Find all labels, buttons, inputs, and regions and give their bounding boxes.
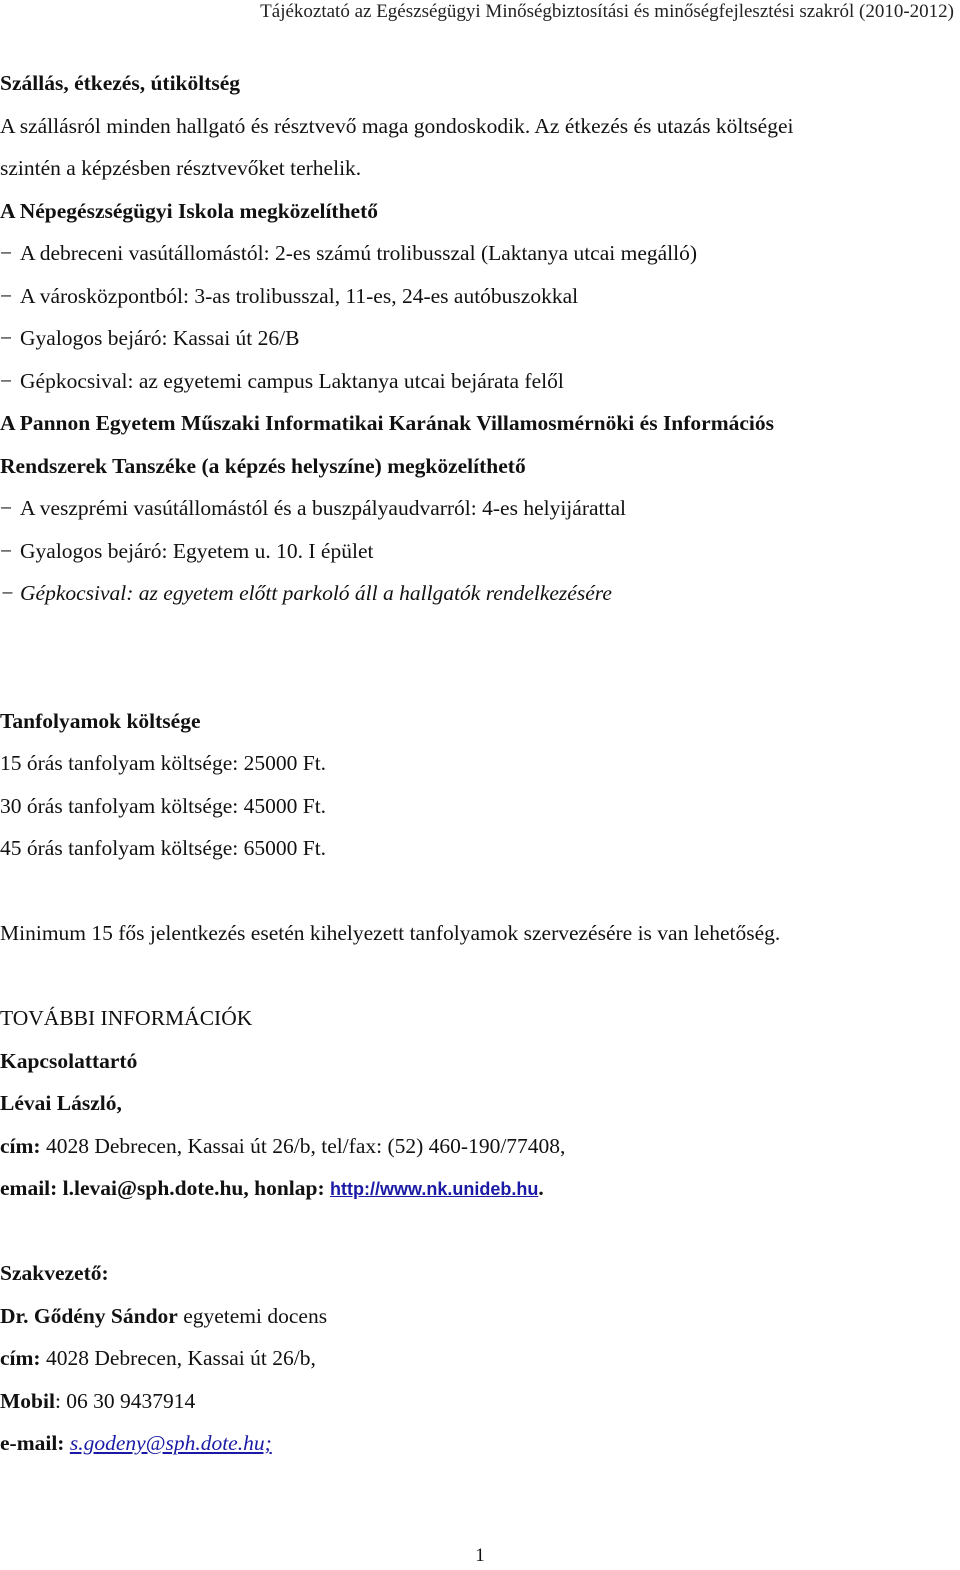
school-access-item-text: A városközpontból: 3-as trolibusszal, 11-es, 24-es autóbuszokkal (20, 283, 579, 308)
contact-heading: Kapcsolattartó (0, 1048, 138, 1073)
pannon-access-italic-text: Gépkocsival: az egyetem előtt parkoló áll a hallgatók rendelkezésére (20, 581, 612, 605)
program-leader-address-label: cím: (0, 1346, 41, 1370)
more-info-heading: TOVÁBBI INFORMÁCIÓK (0, 1006, 253, 1030)
running-header: Tájékoztató az Egészségügyi Minőségbiztosítási és minőségfejlesztési szakról (2010-2012) (260, 1, 954, 22)
dash-bullet: − (0, 326, 13, 350)
pannon-access-item-italic (0, 572, 958, 615)
pannon-access-heading-line-1: A Pannon Egyetem Műszaki Informatikai Karának Villamosmérnöki és Információs (0, 411, 775, 435)
program-leader-mobile (0, 1380, 958, 1423)
pannon-access-item (0, 530, 958, 573)
contact-name: Lévai László, (0, 1091, 122, 1115)
school-access-item-text: Gyalogos bejáró: Kassai út 26/B (20, 326, 300, 350)
dash-bullet: − (0, 581, 15, 605)
pannon-access-heading-line-2: Rendszerek Tanszéke (a képzés helyszíne) megközelíthető (0, 453, 526, 478)
spacer (0, 870, 958, 913)
program-leader-email-link[interactable]: s.godeny@sph.dote.hu; (69, 1431, 272, 1455)
cost-item: 30 órás tanfolyam költsége: 45000 Ft. (0, 793, 327, 818)
cost-item: 15 órás tanfolyam költsége: 25000 Ft. (0, 751, 327, 775)
dash-bullet: − (0, 368, 13, 393)
dash-bullet: − (0, 241, 13, 265)
dash-bullet: − (0, 538, 13, 563)
program-leader-address-value: 4028 Debrecen, Kassai út 26/b, (40, 1346, 316, 1370)
school-access-item-text: A debreceni vasútállomástól: 2-es számú trolibusszal (Laktanya utcai megálló) (20, 241, 698, 265)
spacer (0, 1210, 958, 1253)
school-access-item (0, 232, 958, 275)
program-leader-name: Dr. Gődény Sándor (0, 1303, 178, 1328)
accommodation-text-line-2: szintén a képzésben résztvevőket terhelik. (0, 156, 362, 180)
contact-email-text: email: l.levai@sph.dote.hu, honlap: (0, 1176, 331, 1200)
program-leader-name-line (0, 1295, 958, 1338)
school-access-item (0, 360, 958, 403)
accommodation-text-line-1: A szállásról minden hallgató és résztvevő maga gondoskodik. Az étkezés és utazás költségei (0, 113, 794, 138)
contact-email-line (0, 1167, 958, 1210)
costs-note: Minimum 15 fős jelentkezés esetén kihelyezett tanfolyamok szervezésére is van lehetőség. (0, 921, 781, 945)
spacer (0, 615, 958, 700)
pannon-access-item-text: Gyalogos bejáró: Egyetem u. 10. I épület (20, 538, 374, 563)
cost-item: 45 órás tanfolyam költsége: 65000 Ft. (0, 836, 327, 860)
spacer (0, 955, 958, 998)
school-access-item-text: Gépkocsival: az egyetemi campus Laktanya utcai bejárata felől (20, 368, 564, 393)
contact-address (0, 1125, 958, 1168)
contact-address-label: cím: (0, 1133, 41, 1158)
dash-bullet: − (0, 496, 13, 520)
program-leader-address (0, 1337, 958, 1380)
school-access-item (0, 275, 958, 318)
costs-heading: Tanfolyamok költsége (0, 708, 201, 733)
school-access-heading: A Népegészségügyi Iskola megközelíthető (0, 198, 379, 223)
pannon-access-item-text: A veszprémi vasútállomástól és a buszpályaudvarról: 4-es helyijárattal (20, 496, 626, 520)
program-leader-mobile-label: Mobil (0, 1388, 55, 1413)
website-link[interactable]: http://www.nk.unideb.hu (330, 1179, 539, 1199)
pannon-access-item (0, 487, 958, 530)
program-leader-title: egyetemi docens (177, 1303, 328, 1328)
contact-address-value: 4028 Debrecen, Kassai út 26/b, tel/fax: (52) 460-190/77408, (40, 1133, 566, 1158)
website-suffix: . (538, 1176, 544, 1200)
accommodation-heading: Szállás, étkezés, útiköltség (0, 71, 241, 95)
dash-bullet: − (0, 283, 13, 308)
program-leader-email-label: e-mail: (0, 1431, 70, 1455)
school-access-item (0, 317, 958, 360)
program-leader-mobile-value: : 06 30 9437914 (54, 1388, 196, 1413)
document-body (0, 62, 958, 1465)
program-leader-heading: Szakvezető: (0, 1261, 109, 1285)
program-leader-email (0, 1422, 958, 1465)
page-number: 1 (475, 1545, 485, 1566)
